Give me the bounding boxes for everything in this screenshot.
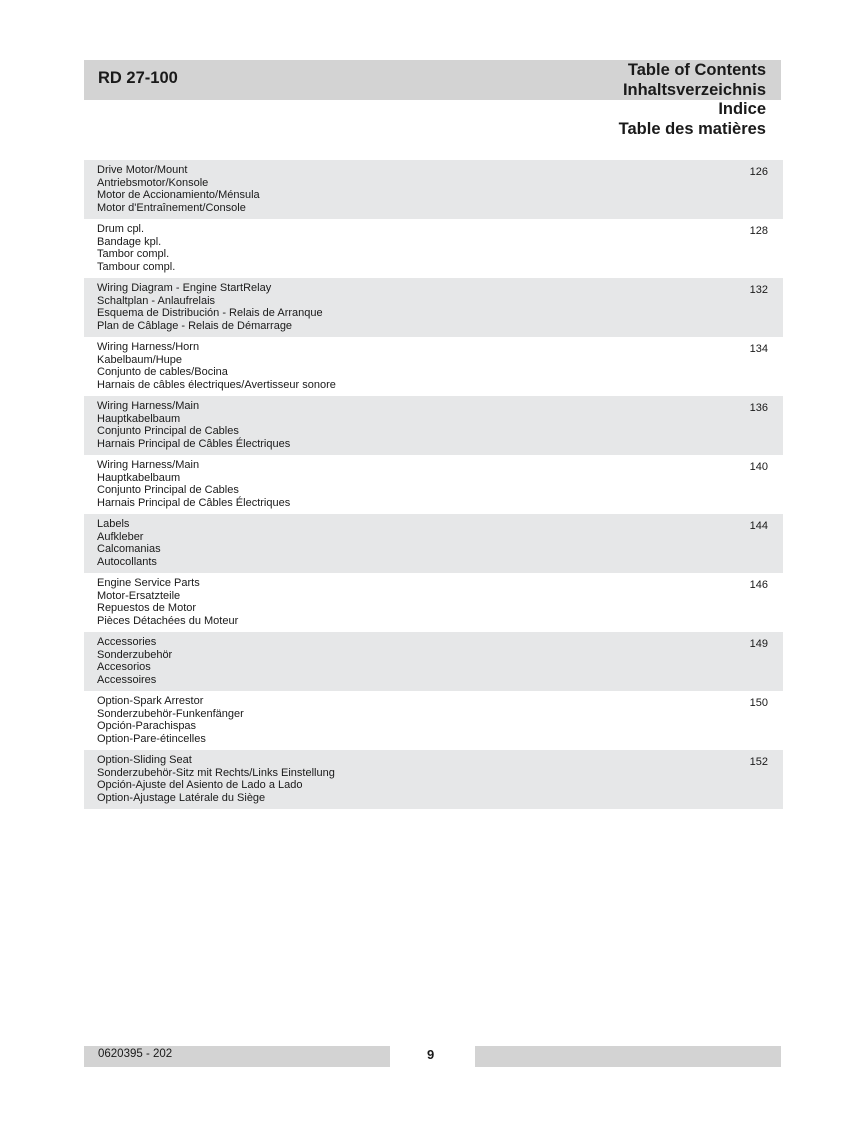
toc-entry-page: 140 bbox=[749, 461, 768, 473]
toc-entry-title-line: Labels bbox=[97, 518, 130, 530]
toc-entry-title-line: Hauptkabelbaum bbox=[97, 412, 181, 425]
toc-entry-page: 128 bbox=[749, 225, 768, 237]
toc-entry-titles bbox=[97, 459, 783, 510]
toc-entry-titles bbox=[97, 400, 783, 451]
toc-entry-titles bbox=[97, 577, 783, 628]
toc-entry[interactable] bbox=[84, 691, 783, 750]
toc-entry-title-line: Opción-Ajuste del Asiento de Lado a Lado bbox=[97, 779, 303, 792]
toc-entry[interactable] bbox=[84, 396, 783, 455]
toc-list bbox=[84, 160, 783, 809]
toc-entry-title-line: Sonderzubehör-Funkenfänger bbox=[97, 707, 244, 720]
toc-entry-title-line: Motor-Ersatzteile bbox=[97, 589, 181, 602]
toc-entry-titles bbox=[97, 164, 783, 215]
footer-page-number: 9 bbox=[427, 1047, 435, 1062]
toc-entry-title-line: Conjunto Principal de Cables bbox=[97, 484, 239, 497]
toc-entry[interactable] bbox=[84, 750, 783, 809]
toc-entry-title-line: Bandage kpl. bbox=[97, 235, 162, 248]
toc-entry-title-line: Conjunto Principal de Cables bbox=[97, 425, 239, 438]
toc-entry-title-line: Motor d'Entraînement/Console bbox=[97, 202, 246, 215]
toc-entry-title-line: Conjunto de cables/Bocina bbox=[97, 366, 228, 379]
toc-entry-title-line: Calcomanias bbox=[97, 543, 161, 556]
toc-entry-titles bbox=[97, 636, 783, 687]
toc-entry-title-line: Schaltplan - Anlaufrelais bbox=[97, 294, 216, 307]
toc-entry-title-line: Tambor compl. bbox=[97, 248, 170, 261]
title-es: Indice bbox=[718, 100, 766, 118]
toc-entry-title-line: Option-Pare-étincelles bbox=[97, 733, 206, 746]
toc-entry-title-line: Kabelbaum/Hupe bbox=[97, 353, 183, 366]
toc-entry-titles bbox=[97, 341, 783, 392]
doc-id: RD 27-100 bbox=[98, 69, 178, 87]
toc-entry-title-line: Repuestos de Motor bbox=[97, 602, 197, 615]
title-de: Inhaltsverzeichnis bbox=[622, 80, 766, 99]
toc-entry-titles bbox=[97, 223, 783, 274]
toc-entry-title-line: Accessories bbox=[97, 636, 157, 648]
toc-entry[interactable] bbox=[84, 219, 783, 278]
toc-entry-title-line: Antriebsmotor/Konsole bbox=[97, 176, 209, 189]
toc-entry-title-line: Aufkleber bbox=[97, 530, 144, 543]
toc-entry-title-line: Option-Sliding Seat bbox=[97, 754, 192, 766]
toc-entry[interactable] bbox=[84, 337, 783, 396]
footer-bar-right bbox=[475, 1046, 781, 1067]
toc-entry[interactable] bbox=[84, 573, 783, 632]
toc-entry-title-line: Motor de Accionamiento/Ménsula bbox=[97, 189, 260, 202]
toc-entry-title-line: Tambour compl. bbox=[97, 261, 176, 274]
title-fr: Table des matières bbox=[618, 119, 766, 138]
toc-entry-title-line: Hauptkabelbaum bbox=[97, 471, 181, 484]
toc-entry[interactable] bbox=[84, 278, 783, 337]
toc-entry-page: 132 bbox=[749, 284, 768, 296]
toc-entry-title-line: Option-Spark Arrestor bbox=[97, 695, 204, 707]
toc-entry-page: 146 bbox=[749, 579, 768, 591]
toc-entry-title-line: Esquema de Distribución - Relais de Arranque bbox=[97, 307, 323, 320]
toc-entry-title-line: Option-Ajustage Latérale du Siège bbox=[97, 792, 266, 805]
toc-entry-title-line: Wiring Harness/Horn bbox=[97, 341, 200, 353]
toc-entry-title-line: Wiring Diagram - Engine StartRelay bbox=[97, 282, 272, 294]
toc-entry-title-line: Engine Service Parts bbox=[97, 577, 200, 589]
toc-entry-title-line: Sonderzubehör bbox=[97, 648, 173, 661]
toc-entry-page: 149 bbox=[749, 638, 768, 650]
toc-entry-page: 134 bbox=[749, 343, 768, 355]
toc-entry-titles bbox=[97, 695, 783, 746]
footer-doc-code: 0620395 - 202 bbox=[98, 1048, 173, 1060]
toc-entry-title-line: Harnais Principal de Câbles Électriques bbox=[97, 497, 291, 510]
toc-entry-title-line: Sonderzubehör-Sitz mit Rechts/Links Einstellung bbox=[97, 766, 335, 779]
toc-entry-title-line: Pièces Détachées du Moteur bbox=[97, 615, 239, 628]
toc-entry-page: 150 bbox=[749, 697, 768, 709]
toc-entry-title-line: Opción-Parachispas bbox=[97, 720, 197, 733]
toc-entry-title-line: Autocollants bbox=[97, 556, 157, 569]
toc-entry-title-line: Harnais Principal de Câbles Électriques bbox=[97, 438, 291, 451]
toc-entry[interactable] bbox=[84, 632, 783, 691]
toc-entry-page: 144 bbox=[749, 520, 768, 532]
toc-entry-titles bbox=[97, 754, 783, 805]
page-titles bbox=[619, 61, 766, 139]
toc-entry-page: 136 bbox=[749, 402, 768, 414]
toc-entry-title-line: Wiring Harness/Main bbox=[97, 459, 200, 471]
toc-entry-title-line: Plan de Câblage - Relais de Démarrage bbox=[97, 320, 293, 333]
toc-entry-titles bbox=[97, 518, 783, 569]
toc-entry-page: 152 bbox=[749, 756, 768, 768]
toc-entry-titles bbox=[97, 282, 783, 333]
title-en: Table of Contents bbox=[627, 61, 766, 79]
toc-entry[interactable] bbox=[84, 455, 783, 514]
toc-entry-title-line: Drive Motor/Mount bbox=[97, 164, 188, 176]
toc-entry-title-line: Drum cpl. bbox=[97, 223, 145, 235]
toc-entry-title-line: Accesorios bbox=[97, 661, 151, 674]
toc-entry-page: 126 bbox=[749, 166, 768, 178]
toc-entry-title-line: Wiring Harness/Main bbox=[97, 400, 200, 412]
toc-entry[interactable] bbox=[84, 160, 783, 219]
toc-entry[interactable] bbox=[84, 514, 783, 573]
toc-entry-title-line: Accessoires bbox=[97, 674, 157, 687]
toc-entry-title-line: Harnais de câbles électriques/Avertisseur sonore bbox=[97, 379, 336, 392]
